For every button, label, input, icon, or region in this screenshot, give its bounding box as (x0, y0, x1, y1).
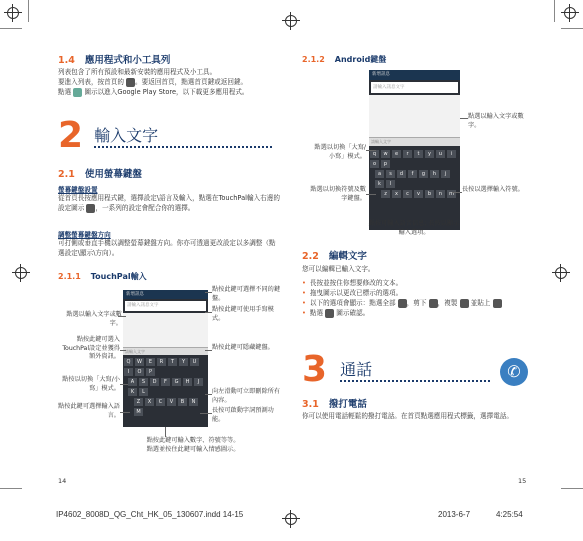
callout-keyboard-switch: 點按此鍵可選擇不同的鍵盤。 (212, 286, 281, 302)
key-l[interactable]: l (386, 180, 395, 188)
key-d[interactable]: d (397, 170, 406, 178)
android-keyboard-screenshot: 新增訊息 請輸入訊息文字 請輸入文字 q w e r t y u io p a s d f g h jk l z x c v b n m (369, 70, 460, 230)
chapter-3-heading: 3 通話 (302, 352, 532, 388)
body-text: 從首頁長按應用程式鍵，選擇設定\語言及輸入，點選在TouchPal輸入右邊的設定圖示 ，一系列的設定會配合你的選擇。 (58, 194, 280, 212)
key-q[interactable]: q (370, 150, 379, 158)
key-l[interactable]: L (139, 388, 148, 396)
key-f[interactable]: f (408, 170, 417, 178)
key-k[interactable]: k (375, 180, 384, 188)
chapter-2-heading: 2 輸入文字 (58, 118, 280, 154)
edit-bullets: • 長按並按住你想要修改的文本。 • 拖曳圖示以更改已標示的選項。 • 以下的選項會顯示：點選全部 ，剪下 ，複製 並貼上 • 點選 圖示確認。 (302, 278, 532, 318)
callout-case-toggle: 點選以切換「大寫/小寫」模式。 (314, 144, 366, 160)
subheading-keyboard-settings: 螢幕鍵盤設置 (58, 186, 98, 194)
key-b[interactable]: B (178, 398, 187, 406)
keyboard-keys (123, 355, 208, 417)
page-number-right: 15 (518, 477, 527, 485)
keyboard-keys (369, 146, 460, 199)
key-a[interactable]: A (128, 378, 137, 386)
body-text: 你可以使用電話輕鬆的撥打電話。在首頁點選應用程式標籤，選擇電話。 (302, 412, 513, 420)
key-o[interactable]: o (370, 160, 379, 168)
key-k[interactable]: K (128, 388, 137, 396)
callout-voice-input: 點按可輸入語音信息; 長按以顯示輸入選項。 (368, 220, 460, 236)
key-g[interactable]: G (172, 378, 181, 386)
key-w[interactable]: W (135, 358, 144, 366)
section-3-1-heading: 3.1 撥打電話 (302, 399, 367, 410)
key-m[interactable]: m (447, 190, 456, 198)
key-b[interactable]: b (425, 190, 434, 198)
touchpal-keyboard-screenshot: 新增訊息 請輸入訊息文字 請輸入文字 Q W E R T Y UI O P A S D F G H JK L Z X C V B NM (123, 290, 208, 427)
key-q[interactable]: Q (124, 358, 133, 366)
key-d[interactable]: D (150, 378, 159, 386)
key-n[interactable]: n (436, 190, 445, 198)
key-s[interactable]: S (139, 378, 148, 386)
key-r[interactable]: R (157, 358, 166, 366)
registration-mark-top-left (4, 4, 22, 22)
key-n[interactable]: N (189, 398, 198, 406)
callout-symbols-toggle: 點選以切換符號及數字鍵盤。 (310, 186, 366, 202)
key-y[interactable]: y (425, 150, 434, 158)
key-p[interactable]: P (146, 368, 155, 376)
key-r[interactable]: r (403, 150, 412, 158)
key-c[interactable]: C (156, 398, 165, 406)
key-t[interactable]: t (414, 150, 423, 158)
registration-mark-top-center (282, 12, 300, 30)
callout-input-language: 點按此鍵可選擇輸入語言。 (58, 403, 120, 419)
key-e[interactable]: E (146, 358, 155, 366)
key-c[interactable]: c (403, 190, 412, 198)
registration-mark-mid-left (12, 264, 30, 282)
key-h[interactable]: h (430, 170, 439, 178)
subheading-keyboard-orientation: 調整螢幕鍵盤方向 (58, 231, 111, 239)
copy-icon (460, 299, 469, 308)
key-w[interactable]: w (381, 150, 390, 158)
key-z[interactable]: z (381, 190, 390, 198)
footer-date: 2013-6-7 (438, 510, 471, 519)
key-s[interactable]: s (386, 170, 395, 178)
callout-touchpal-settings: 點按此鍵可選入TouchPal設定並獲得額外資訊。 (62, 336, 120, 360)
callout-handwriting: 點按此鍵可使用手寫模式。 (212, 306, 274, 322)
callout-text-input: 點選以輸入文字或數字。 (66, 311, 122, 327)
section-2-1-2-heading: 2.1.2 Android鍵盤 (302, 55, 387, 64)
key-x[interactable]: x (392, 190, 401, 198)
key-i[interactable]: i (447, 150, 456, 158)
key-j[interactable]: J (194, 378, 203, 386)
registration-mark-bottom-center (282, 510, 300, 528)
key-g[interactable]: g (419, 170, 428, 178)
key-t[interactable]: T (168, 358, 177, 366)
play-store-icon (73, 88, 82, 97)
registration-mark-mid-right (552, 264, 570, 282)
body-text: 可打側或垂直手機以調整螢幕鍵盤方向。你亦可透過更改設定以多調整（點選設定\顯示\方向）。 (58, 239, 276, 257)
body-text: 列表包含了所有預設和最新安裝的應用程式及小工具。 要進入列表，按首頁的 。要返回首頁，點選首頁鍵或返回鍵。 點選 圖示以進入Google Play Store，以下載更多應用程式。 (58, 68, 249, 96)
section-2-1-1-heading: 2.1.1 TouchPal輸入 (58, 272, 147, 281)
key-y[interactable]: Y (179, 358, 188, 366)
footer-time: 4:25:54 (496, 510, 523, 519)
key-x[interactable]: X (145, 398, 154, 406)
cut-icon (429, 299, 438, 308)
confirm-icon (325, 309, 334, 318)
key-u[interactable]: U (190, 358, 199, 366)
key-z[interactable]: Z (134, 398, 143, 406)
apps-icon (126, 78, 135, 87)
body-text: 您可以編輯已輸入文字。 (302, 265, 375, 273)
key-v[interactable]: V (167, 398, 176, 406)
section-2-2-heading: 2.2 編輯文字 (302, 251, 367, 262)
key-p[interactable]: p (381, 160, 390, 168)
key-v[interactable]: v (414, 190, 423, 198)
key-f[interactable]: F (161, 378, 170, 386)
key-e[interactable]: e (392, 150, 401, 158)
select-all-icon (398, 299, 407, 308)
section-1-4-heading: 1.4 應用程式和小工具列 (58, 55, 171, 66)
key-o[interactable]: O (135, 368, 144, 376)
callout-hide-keyboard: 點按此鍵可隱藏鍵盤。 (212, 344, 274, 351)
key-i[interactable]: I (124, 368, 133, 376)
key-a[interactable]: a (375, 170, 384, 178)
callout-word-prediction: 長按可啟動字詞預測功能。 (212, 407, 274, 423)
key-m[interactable]: M (134, 408, 143, 416)
key-u[interactable]: u (436, 150, 445, 158)
callout-long-press-symbols: 長按以選擇輸入符號。 (462, 186, 524, 193)
key-h[interactable]: H (183, 378, 192, 386)
footer-filename: IP4602_8008D_QG_Cht_HK_05_130607.indd 14-15 (56, 510, 244, 519)
callout-swipe-delete: 向左滑動可立即刪除所有內容。 (212, 388, 281, 404)
callout-number-symbols: 點按此鍵可輸入數字、符號等等。 點選並按住此鍵可輸入情感圖示。 (146, 437, 240, 453)
registration-mark-top-right (561, 4, 579, 22)
page-number-left: 14 (58, 477, 67, 485)
phone-icon: ✆ (500, 358, 528, 386)
key-j[interactable]: j (441, 170, 450, 178)
paste-icon (493, 299, 502, 308)
section-2-1-heading: 2.1 使用螢幕鍵盤 (58, 169, 142, 180)
callout-case-toggle: 點按以切換「大寫/小寫」模式。 (62, 376, 120, 392)
callout-text-input: 點選以輸入文字或數字。 (468, 113, 524, 129)
